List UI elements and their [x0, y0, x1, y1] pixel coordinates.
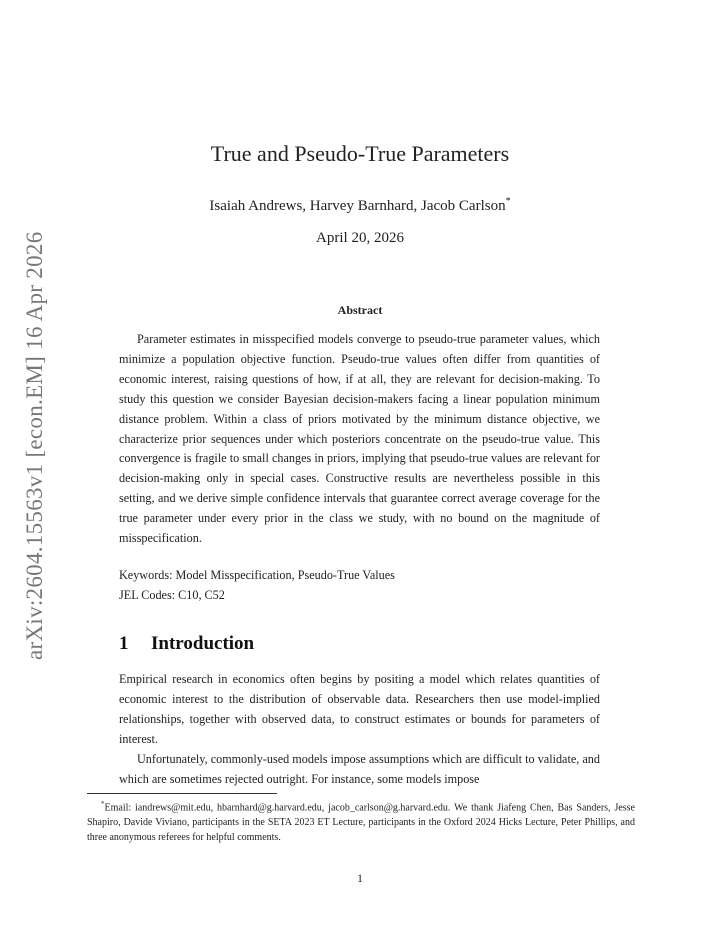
page-number: 1 [357, 871, 363, 885]
footnote-mark: * [101, 800, 105, 808]
body-paragraph: Unfortunately, commonly-used models impose assumptions which are difficult to validate, and which are sometimes rejected outright. For instance, some models impose [119, 752, 600, 786]
section-number: 1 [119, 633, 129, 654]
abstract-text: Parameter estimates in misspecified models converge to pseudo-true parameter values, which minimize a population objective function. Pseudo-true values often differ from quantities of economic interest, raising questions of how, if at all, they are relevant for decision-making. To study this question we consider Bayesian decision-makers facing a linear population minimum distance problem. Within a class of priors motivated by the minimum distance objective, we characterize prior sequences under which posteriors concentrate on the pseudo-true value. This convergence is fragile to small changes in priors, implying that pseudo-true values are relevant for decision-making only in special cases. Constructive results are nevertheless possible in this setting, and we derive simple confidence intervals that guarantee correct average coverage for the true parameter under every prior in the class we study, with no bound on the magnitude of misspecification. [119, 332, 600, 546]
author-footnote-mark: * [505, 196, 511, 207]
footnote [87, 797, 635, 845]
footnote-text: Email: iandrews@mit.edu, hbarnhard@g.harvard.edu, jacob_carlson@g.harvard.edu. We thank Jiafeng Chen, Bas Sanders, Jesse Shapiro, Davide Viviano, participants in the SETA 2023 ET Lecture, participants in the Oxford 2024 Hicks Lecture, Peter Phillips, and three anonymous referees for helpful comments. [87, 802, 635, 843]
keywords: Keywords: Model Misspecification, Pseudo-True Values [119, 568, 395, 582]
jel-codes: JEL Codes: C10, C52 [119, 588, 225, 602]
section-title: Introduction [151, 633, 255, 654]
abstract-heading: Abstract [337, 303, 383, 317]
arxiv-identifier: arXiv:2604.15563v1 [econ.EM] 16 Apr 2026 [22, 231, 47, 660]
paper-date: April 20, 2026 [316, 230, 404, 246]
section-heading [119, 633, 254, 655]
author-names: Isaiah Andrews, Harvey Barnhard, Jacob Carlson [209, 198, 506, 214]
footnote-rule [87, 793, 277, 794]
paper-title: True and Pseudo-True Parameters [210, 141, 510, 166]
body-paragraph: Empirical research in economics often begins by positing a model which relates quantities of economic interest to the distribution of observable data. Researchers then use model-implied relationships, together with observed data, to construct estimates or bounds for parameters of interest. [119, 672, 600, 746]
author-list [0, 196, 720, 215]
